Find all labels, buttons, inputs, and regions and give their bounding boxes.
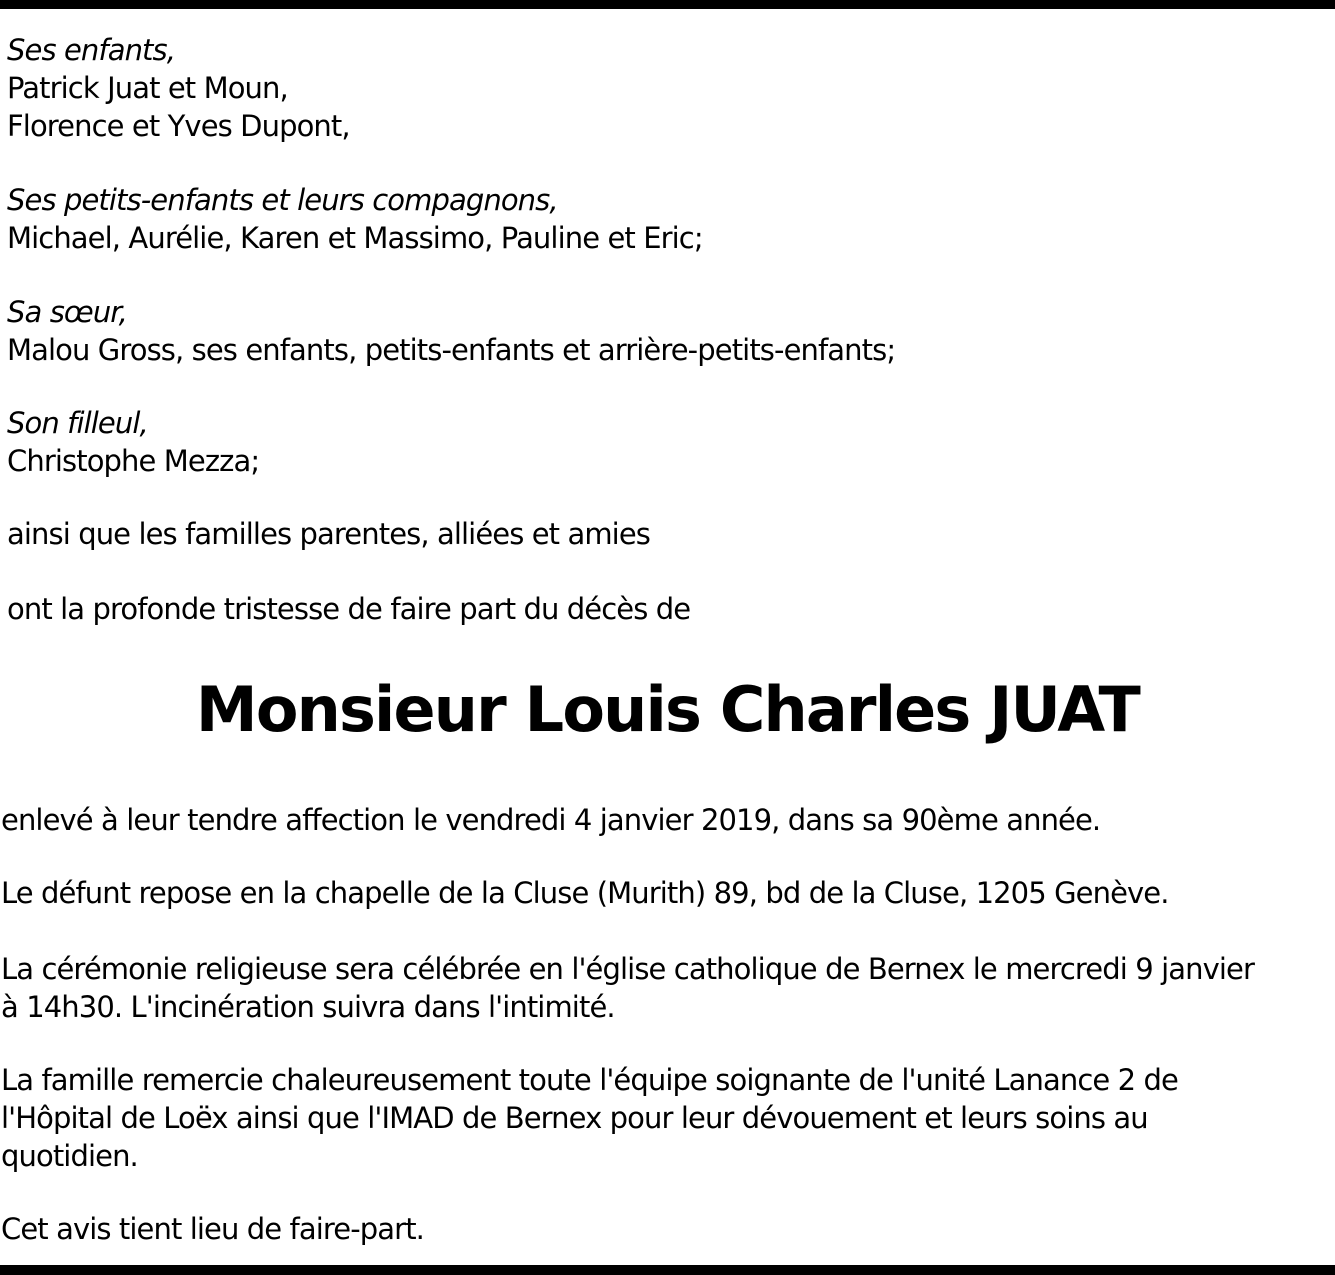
top-border-rule <box>0 0 1335 9</box>
thanks-line-2: l'Hôpital de Loëx ainsi que l'IMAD de Bernex pour leur dévouement et leurs soins au <box>1 1101 1148 1135</box>
bottom-border-rule <box>0 1265 1335 1275</box>
sister-heading: Sa sœur, <box>7 295 127 329</box>
godson-heading: Son filleul, <box>7 406 148 440</box>
thanks-line-3: quotidien. <box>1 1139 138 1173</box>
godson-line-1: Christophe Mezza; <box>7 444 260 478</box>
children-line-2: Florence et Yves Dupont, <box>7 109 350 143</box>
rest-line: Le défunt repose en la chapelle de la Cluse (Murith) 89, bd de la Cluse, 1205 Genève. <box>1 876 1169 910</box>
ceremony-line-2: à 14h30. L'incinération suivra dans l'intimité. <box>1 990 615 1024</box>
announcement-line: ont la profonde tristesse de faire part du décès de <box>7 592 691 626</box>
notice-line: Cet avis tient lieu de faire-part. <box>1 1212 424 1246</box>
death-line: enlevé à leur tendre affection le vendredi 4 janvier 2019, dans sa 90ème année. <box>1 803 1101 837</box>
sister-line-1: Malou Gross, ses enfants, petits-enfants et arrière-petits-enfants; <box>7 333 896 367</box>
grandchildren-heading: Ses petits-enfants et leurs compagnons, <box>7 183 558 217</box>
thanks-line-1: La famille remercie chaleureusement toute l'équipe soignante de l'unité Lanance 2 de <box>1 1063 1178 1097</box>
children-heading: Ses enfants, <box>7 33 176 67</box>
deceased-name: Monsieur Louis Charles JUAT <box>195 673 1140 746</box>
ceremony-line-1: La cérémonie religieuse sera célébrée en l'église catholique de Bernex le mercredi 9 janvier <box>1 952 1254 986</box>
grandchildren-line-1: Michael, Aurélie, Karen et Massimo, Pauline et Eric; <box>7 221 703 255</box>
relatives-line: ainsi que les familles parentes, alliées et amies <box>7 517 650 551</box>
children-line-1: Patrick Juat et Moun, <box>7 71 288 105</box>
